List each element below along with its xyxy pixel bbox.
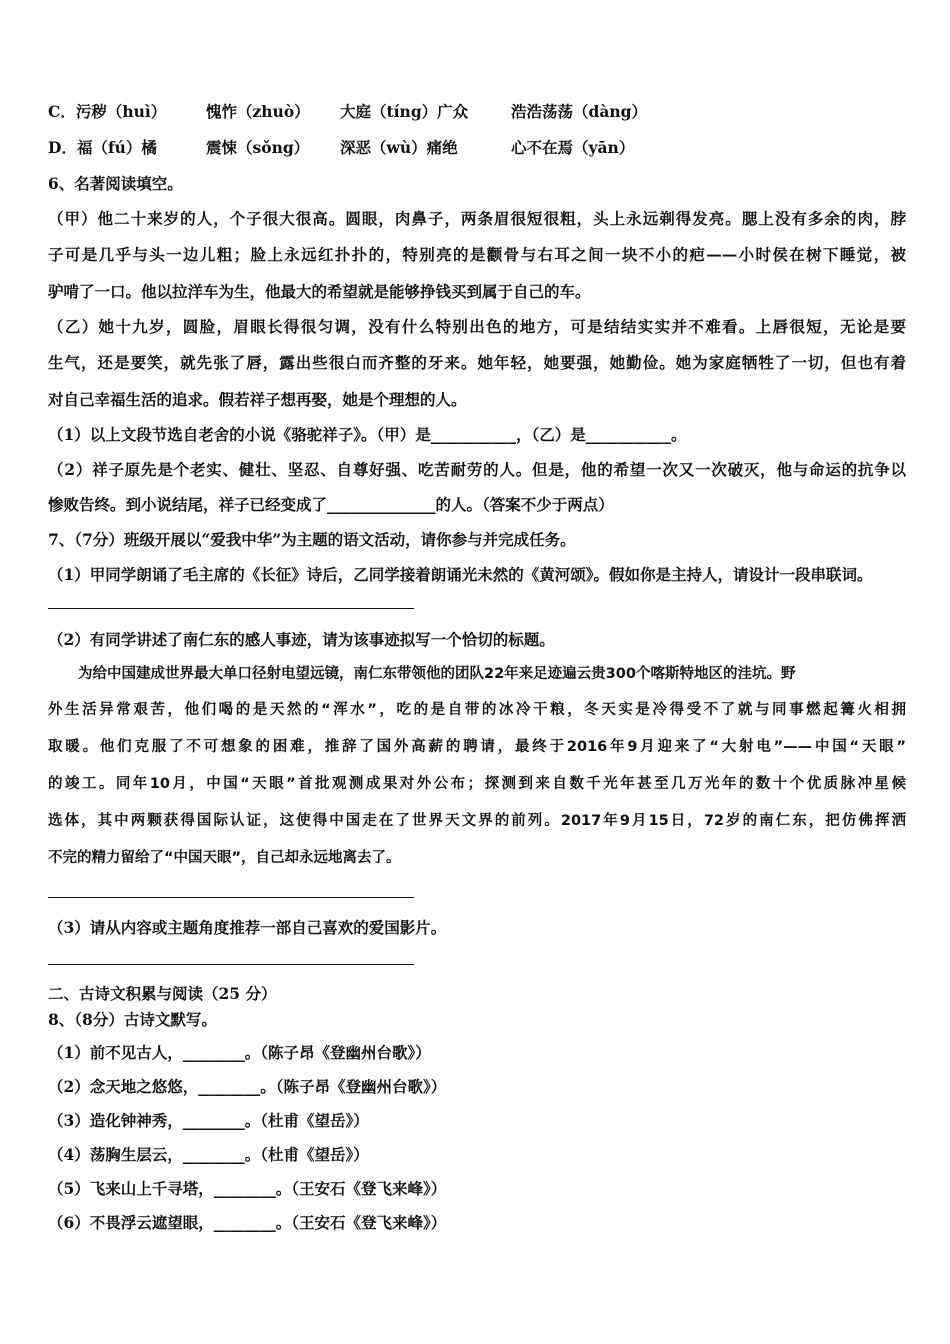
q7-sub3: （3）请从内容或主题角度推荐一部自己喜欢的爱国影片。 xyxy=(48,918,447,937)
option-d-row xyxy=(48,138,908,158)
q7-sub2: （2）有同学讲述了南仁东的感人事迹，请为该事迹拟写一个恰切的标题。 xyxy=(48,630,555,649)
q6-sub1: （1）以上文段节选自老舍的小说《骆驼祥子》。（甲）是___________，（乙）是___________。 xyxy=(48,425,687,444)
q8-item-2: （2）念天地之悠悠，________。（陈子昂《登幽州台歌》） xyxy=(48,1077,447,1096)
q6-sub2-line-2: 惨败告终。到小说结尾，祥子已经变成了______________的人。（答案不少于两点） xyxy=(48,495,614,514)
option-c-row xyxy=(48,102,908,122)
q6-jia-line-2: 子可是几乎与头一边儿粗；脸上永远红扑扑的，特别亮的是颧骨与右耳之间一块不小的疤——小时侯在树下睡觉，被 xyxy=(48,245,906,264)
q7-title: 7、（7分）班级开展以“爱我中华”为主题的语文活动，请你参与并完成任务。 xyxy=(48,530,576,549)
q6-yi-line-3: 对自己幸福生活的追求。假若祥子想再娶，她是个理想的人。 xyxy=(48,390,467,409)
section-2-title: 二、古诗文积累与阅读（25 分） xyxy=(48,984,277,1003)
q6-jia-line-1: （甲）他二十来岁的人，个子很大很高。圆眼，肉鼻子，两条眉很短很粗，头上永远剃得发亮。腮上没有多余的肉，脖 xyxy=(48,209,906,228)
q7-passage-line-5: 选体，其中两颗获得国际认证，这使得中国走在了世界天文界的前列。2017年9月15日，72岁的南仁东，把仿佛挥洒 xyxy=(48,813,906,829)
q8-item-6: （6）不畏浮云遮望眼，________。（王安石《登飞来峰》） xyxy=(48,1213,447,1232)
q8-title: 8、（8分）古诗文默写。 xyxy=(48,1010,217,1029)
q7-passage-line-6: 不完的精力留给了“中国天眼”，自己却永远地离去了。 xyxy=(48,850,401,866)
q6-jia-line-3: 驴啃了一口。他以拉洋车为生，他最大的希望就是能够挣钱买到属于自己的车。 xyxy=(48,282,591,301)
option-d-item-2: 震悚（sǒng） xyxy=(206,138,310,157)
q6-title: 6、名著阅读填空。 xyxy=(48,174,183,193)
option-c-item-3: 大庭（tíng）广众 xyxy=(340,102,469,121)
q6-sub2-line-1: （2）祥子原先是个老实、健壮、坚忍、自尊好强、吃苦耐劳的人。但是，他的希望一次又一次破灭，他与命运的抗争以 xyxy=(48,460,906,479)
q8-item-5: （5）飞来山上千寻塔，________。（王安石《登飞来峰》） xyxy=(48,1179,447,1198)
answer-line-1 xyxy=(48,608,414,609)
option-d-item-4: 心不在焉（yān） xyxy=(511,138,635,157)
q7-passage-line-4: 的竣工。同年10月，中国“天眼”首批观测成果对外公布；探测到来自数千光年甚至几万光年的数十个优质脉冲星候 xyxy=(48,776,906,792)
q8-item-1: （1）前不见古人，________。（陈子昂《登幽州台歌》） xyxy=(48,1043,431,1062)
option-c-item-1: C．污秽（huì） xyxy=(48,102,167,121)
option-c-item-2: 愧怍（zhuò） xyxy=(206,102,310,121)
q7-sub1: （1）甲同学朗诵了毛主席的《长征》诗后，乙同学接着朗诵光未然的《黄河颂》。假如你是主持人，请设计一段串联词。 xyxy=(48,565,873,584)
q8-item-3: （3）造化钟神秀，________。（杜甫《望岳》） xyxy=(48,1111,369,1130)
answer-line-3 xyxy=(48,964,414,965)
option-c-item-4: 浩浩荡荡（dàng） xyxy=(511,102,647,121)
q6-yi-line-2: 生气，还是要笑，就先张了唇，露出些很白而齐整的牙来。她年轻，她要强，她勤俭。她为家庭牺牲了一切，但也有着 xyxy=(48,353,906,372)
q8-item-4: （4）荡胸生层云，________。（杜甫《望岳》） xyxy=(48,1145,369,1164)
q7-passage-line-1: 为给中国建成世界最大单口径射电望远镜，南仁东带领他的团队22年来足迹遍云贵300个喀斯特地区的洼坑。野 xyxy=(78,666,796,682)
q7-passage-line-3: 取暖。他们克服了不可想象的困难，推辞了国外高薪的聘请，最终于2016年9月迎来了“大射电”——中国“天眼” xyxy=(48,739,906,755)
option-d-item-1: D．福（fú）橘 xyxy=(48,138,157,157)
q7-passage-line-2: 外生活异常艰苦，他们喝的是天然的“浑水”，吃的是自带的冰冷干粮，冬天实是冷得受不了就与同事燃起篝火相拥 xyxy=(48,702,906,718)
option-d-item-3: 深恶（wù）痛绝 xyxy=(340,138,458,157)
q6-yi-line-1: （乙）她十九岁，圆脸，眉眼长得很匀调，没有什么特别出色的地方，可是结结实实并不难看。上唇很短，无论是要 xyxy=(48,317,906,336)
answer-line-2 xyxy=(48,897,414,898)
